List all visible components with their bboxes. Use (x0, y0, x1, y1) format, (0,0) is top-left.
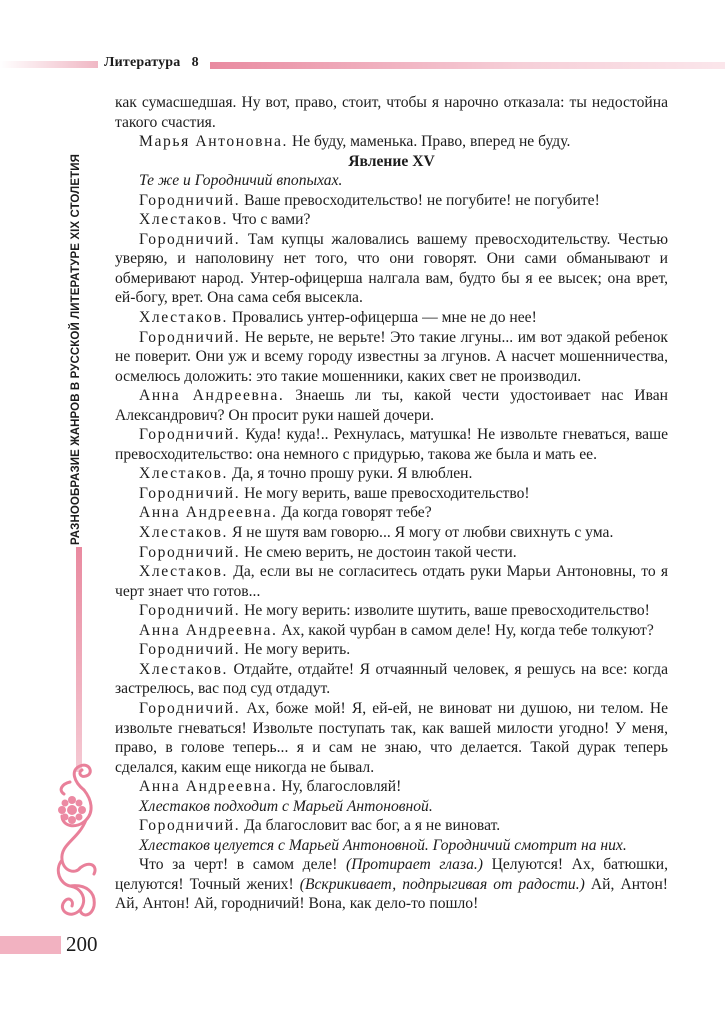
body-text (115, 93, 668, 914)
speaker-name: Хлестаков. (139, 660, 229, 678)
paragraph (115, 191, 668, 211)
dialogue-text: Куда! куда!.. Рехнулась, матушка! Не извольте гневаться, ваше превосходительство: она немного с придурью, такова же была и мать ее. (115, 426, 668, 463)
speaker-name: Хлестаков. (139, 309, 229, 327)
paragraph (115, 171, 668, 191)
speaker-name: Городничий. (139, 230, 241, 248)
speaker-name: Городничий. (139, 484, 241, 502)
speaker-name: Городничий. (139, 817, 241, 835)
speaker-name: Хлестаков. (139, 211, 229, 229)
paragraph (115, 543, 668, 563)
paragraph (115, 523, 668, 543)
paragraph (115, 621, 668, 641)
dialogue-text: Да благословит вас бог, а я не виноват. (240, 817, 501, 835)
dialogue-text: Ай, Антон! Ай, Антон! Ай, городничий! Вона, как дело-то пошло! (115, 875, 669, 913)
speaker-name: Городничий. (139, 543, 241, 561)
dialogue-text: Отдайте, отдайте! Я отчаянный человек, я решусь на все: когда застрелюсь, вас под суд отдадут. (115, 660, 668, 698)
speaker-name: Марья Антоновна. (139, 133, 289, 151)
dialogue-text: Явление XV (348, 152, 435, 170)
page-number-decor-bar (0, 936, 61, 954)
dialogue-text: Ну, благословляй! (277, 778, 402, 796)
paragraph (115, 503, 668, 523)
floral-ornament-icon (40, 760, 110, 930)
speaker-name: Городничий. (139, 699, 241, 717)
paragraph (115, 328, 668, 387)
running-header-title: Литература 8 (104, 55, 199, 70)
paragraph (115, 855, 668, 914)
paragraph (115, 425, 668, 464)
paragraph (115, 699, 668, 777)
paragraph (115, 93, 668, 132)
dialogue-text: Что с вами? (228, 211, 311, 229)
speaker-name: Анна Андреевна. (139, 504, 278, 522)
dialogue-text: Там купцы жаловались вашему превосходительству. Честью уверяю, и наполовину нет того, что они говорят. Они сами обманывают и обмеривают народ. Унтер-офицерша налгала вам, будто бы я ее высек; она врет, ей-богу, врет. Она сама себя высекла. (115, 230, 668, 307)
header-decor-bar (210, 62, 725, 69)
speaker-name: Городничий. (139, 328, 241, 346)
dialogue-text: Не могу верить, ваше превосходительство! (240, 484, 530, 502)
dialogue-text: Не смею верить, не достоин такой чести. (240, 543, 517, 561)
dialogue-text: Целуются! Ах, батюшки, целуются! Точный жених! (115, 856, 668, 893)
side-decor-bar (76, 547, 82, 772)
speaker-name: Хлестаков. (139, 524, 229, 542)
paragraph (115, 484, 668, 504)
dialogue-text: как сумасшедшая. Ну вот, право, стоит, чтобы я нарочно отказала: ты недостойна такого счастия. (115, 94, 668, 131)
speaker-name: Хлестаков. (139, 563, 229, 581)
speaker-name: Анна Андреевна. (139, 621, 278, 639)
paragraph (115, 640, 668, 660)
header-decor-bar-left (0, 61, 98, 68)
speaker-name: Городничий. (139, 641, 241, 659)
paragraph (115, 836, 668, 856)
paragraph (115, 562, 668, 601)
dialogue-text: Знаешь ли ты, какой чести удостоивает нас Иван Александрович? Он просит руки нашей дочери. (115, 387, 668, 424)
stage-direction: Хлестаков целуется с Марьей Антоновной. Городничий смотрит на них. (139, 836, 627, 854)
speaker-name: Городничий. (139, 426, 241, 444)
dialogue-text: Не буду, маменька. Право, вперед не буду. (288, 133, 571, 151)
dialogue-text: Да, я точно прошу руки. Я влюблен. (228, 465, 473, 483)
stage-direction: (Протирает глаза.) (346, 856, 483, 874)
scene-heading (115, 152, 668, 172)
paragraph (115, 308, 668, 328)
paragraph (115, 816, 668, 836)
dialogue-text: Да, если вы не согласитесь отдать руки Марьи Антоновны, то я черт знает что готов... (115, 563, 668, 600)
dialogue-text: Не могу верить. (240, 641, 351, 659)
speaker-name: Анна Андреевна. (139, 387, 285, 405)
dialogue-text: Да когда говорят тебе? (277, 504, 432, 522)
paragraph (115, 210, 668, 230)
dialogue-text: Провались унтер-офицерша — мне не до нее! (228, 309, 537, 327)
stage-direction: (Вскрикивает, подпрыгивая от радости.) (299, 875, 585, 893)
paragraph (115, 132, 668, 152)
paragraph (115, 464, 668, 484)
speaker-name: Городничий. (139, 191, 241, 209)
speaker-name: Анна Андреевна. (139, 778, 278, 796)
dialogue-text: Ах, боже мой! Я, ей-ей, не виноват ни душою, ни телом. Не извольте гневаться! Извольте поступать так, как вашей милости угодно! У меня, право, в голове теперь... я и сам не знаю, что делается. Такой дурак теперь сделался, каким еще никогда не бывал. (115, 699, 668, 776)
section-vertical-title: РАЗНООБРАЗИЕ ЖАНРОВ В РУССКОЙ ЛИТЕРАТУРЕ XIX СТОЛЕТИЯ (70, 154, 82, 545)
paragraph (115, 386, 668, 425)
stage-direction: Те же и Городничий впопыхах. (139, 172, 343, 190)
page-number: 200 (66, 932, 98, 956)
dialogue-text: Ваше превосходительство! не погубите! не погубите! (240, 191, 600, 209)
dialogue-text: Я не шутя вам говорю... Я могу от любви свихнуть с ума. (228, 524, 614, 542)
paragraph (115, 777, 668, 797)
speaker-name: Городничий. (139, 602, 241, 620)
dialogue-text: Что за черт! в самом деле! (139, 856, 347, 874)
speaker-name: Хлестаков. (139, 465, 229, 483)
paragraph (115, 660, 668, 699)
dialogue-text: Ах, какой чурбан в самом деле! Ну, когда тебе толкуют? (277, 621, 654, 639)
paragraph (115, 797, 668, 817)
stage-direction: Хлестаков подходит с Марьей Антоновной. (139, 797, 433, 815)
dialogue-text: Не могу верить: изволите шутить, ваше превосходительство! (240, 602, 650, 620)
dialogue-text: Не верьте, не верьте! Это такие лгуны... им вот эдакой ребенок не поверит. Они уж и всему городу известны за лгунов. А насчет мошенничества, осмелюсь доложить: это такие мошенники, каких свет не производил. (115, 328, 668, 385)
paragraph (115, 230, 668, 308)
paragraph (115, 601, 668, 621)
